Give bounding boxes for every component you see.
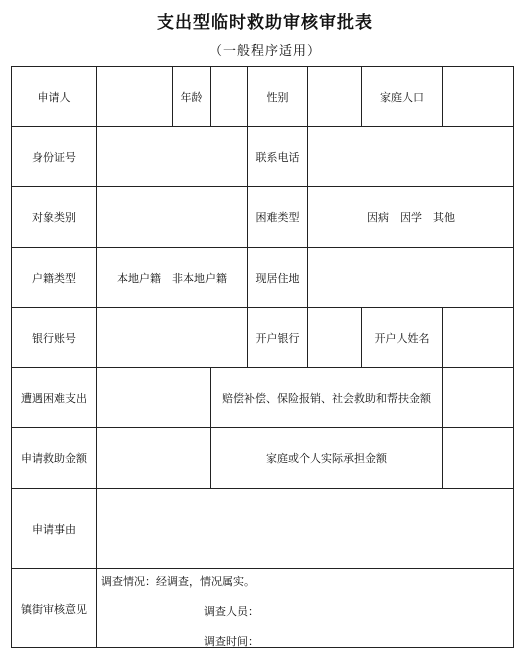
investigation-situation: 调查情况：经调查，情况属实。 <box>101 575 255 588</box>
input-compensation[interactable] <box>442 367 514 427</box>
label-household-size: 家庭人口 <box>361 66 442 126</box>
input-requested-amount[interactable] <box>96 427 210 488</box>
label-hardship-type: 困难类型 <box>247 186 307 247</box>
approval-form-table <box>11 66 514 648</box>
input-residence[interactable] <box>307 247 514 307</box>
input-household-size[interactable] <box>442 66 514 126</box>
label-requested-amount: 申请救助金额 <box>11 427 96 488</box>
label-applicant: 申请人 <box>11 66 96 126</box>
input-bank-name[interactable] <box>307 307 361 367</box>
form-subtitle: （一般程序适用） <box>208 44 321 59</box>
input-self-burden[interactable] <box>442 427 514 488</box>
hardship-type-options[interactable]: 因病 因学 其他 <box>307 186 514 247</box>
street-review-area[interactable] <box>96 568 514 648</box>
label-account-holder: 开户人姓名 <box>361 307 442 367</box>
input-age[interactable] <box>210 66 247 126</box>
label-hukou-type: 户籍类型 <box>11 247 96 307</box>
label-gender: 性别 <box>247 66 307 126</box>
input-hardship-expense[interactable] <box>96 367 210 427</box>
input-bank-account[interactable] <box>96 307 247 367</box>
label-compensation: 赔偿补偿、保险报销、社会救助和帮扶金额 <box>210 367 442 427</box>
input-id-number[interactable] <box>96 126 247 186</box>
label-id-number: 身份证号 <box>11 126 96 186</box>
label-hardship-expense: 遭遇困难支出 <box>11 367 96 427</box>
input-reason[interactable] <box>96 488 514 568</box>
label-residence: 现居住地 <box>247 247 307 307</box>
label-bank-name: 开户银行 <box>247 307 307 367</box>
label-reason: 申请事由 <box>11 488 96 568</box>
label-bank-account: 银行账号 <box>11 307 96 367</box>
input-phone[interactable] <box>307 126 514 186</box>
input-account-holder[interactable] <box>442 307 514 367</box>
form-title: 支出型临时救助审核审批表 <box>157 13 373 33</box>
label-self-burden: 家庭或个人实际承担金额 <box>210 427 442 488</box>
input-gender[interactable] <box>307 66 361 126</box>
investigation-investigator: 调查人员： <box>204 605 259 618</box>
label-street-review: 镇街审核意见 <box>11 568 96 648</box>
input-applicant[interactable] <box>96 66 172 126</box>
investigation-time: 调查时间： <box>204 635 259 648</box>
label-phone: 联系电话 <box>247 126 307 186</box>
label-object-category: 对象类别 <box>11 186 96 247</box>
hukou-type-options[interactable]: 本地户籍 非本地户籍 <box>96 247 247 307</box>
input-object-category[interactable] <box>96 186 247 247</box>
label-age: 年龄 <box>172 66 210 126</box>
